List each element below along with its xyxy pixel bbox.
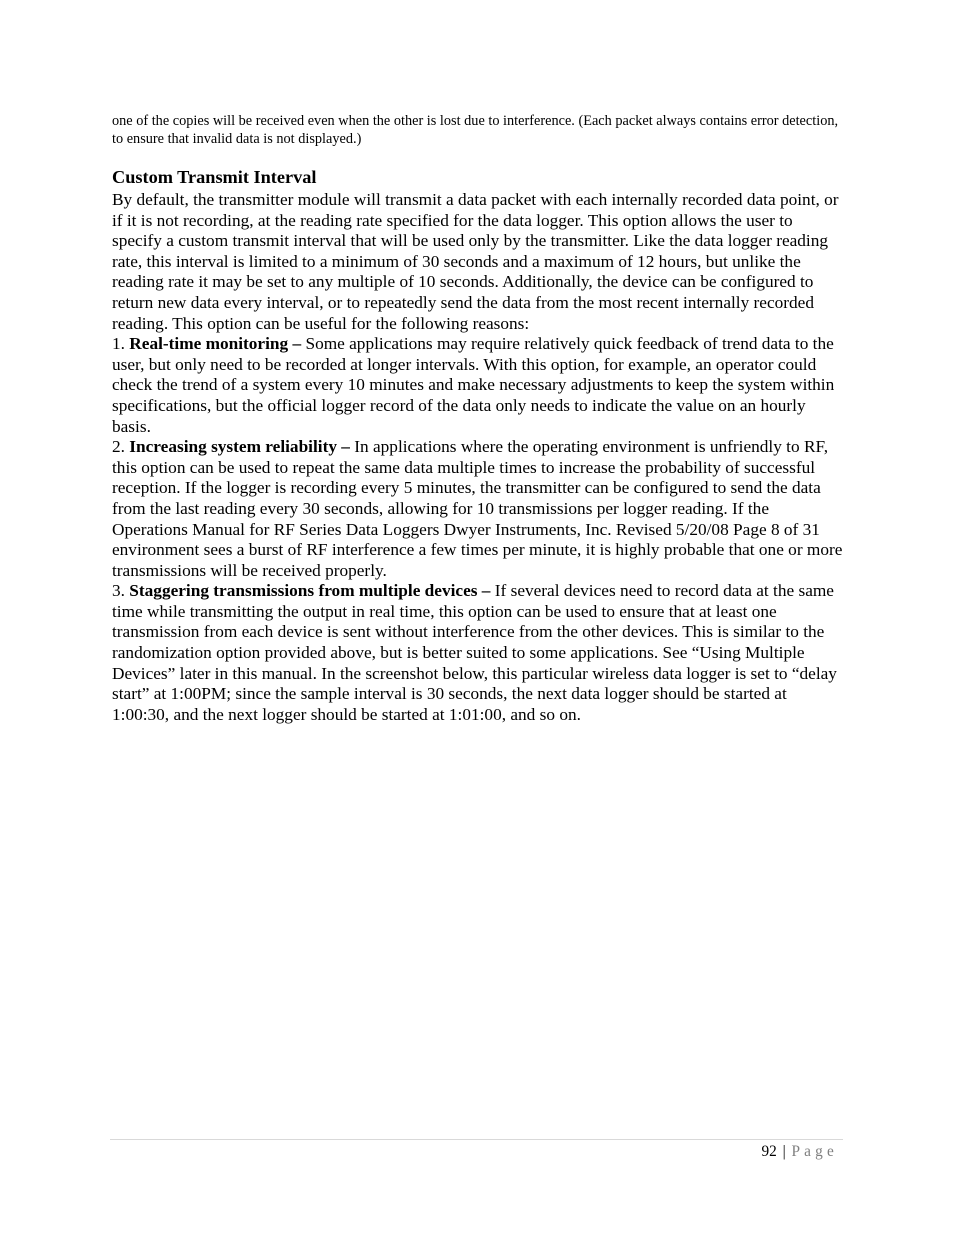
footer-separator: | xyxy=(782,1143,786,1160)
list-item-text: In applications where the operating environment is unfriendly to RF, this option can be used to repeat the same data multiple times to increase the probability of successful reception. If the logger is recording every 5 minutes, the transmitter can be configured to send the data from the last reading every 30 seconds, allowing for 10 transmissions per logger reading. If the Operations Manual for RF Series Data Loggers Dwyer Instruments, Inc. Revised 5/20/08 Page 8 of 31 environment sees a burst of RF interference a few times per minute, it is highly probable that one or more transmissions will be received properly. xyxy=(112,437,843,580)
list-item-text: Some applications may require relatively quick feedback of trend data to the user, but only need to be recorded at longer intervals. With this option, for example, an operator could check the trend of a system every 10 minutes and make necessary adjustments to keep the system within specifications, but the official logger record of the data only needs to indicate the value on an hourly basis. xyxy=(112,334,835,436)
list-item-system-reliability xyxy=(112,437,843,581)
list-item-number: 1. xyxy=(112,334,125,354)
list-item-real-time-monitoring xyxy=(112,334,843,437)
page-number: 92 xyxy=(761,1143,777,1160)
list-item-staggering-transmissions xyxy=(112,581,843,725)
section-heading: Custom Transmit Interval xyxy=(112,167,317,187)
footer-divider xyxy=(110,1139,843,1140)
list-item-title: Increasing system reliability – xyxy=(129,437,350,457)
list-item-number: 3. xyxy=(112,581,125,601)
page-label: Page xyxy=(791,1143,838,1160)
list-item-number: 2. xyxy=(112,437,125,457)
list-item-title: Staggering transmissions from multiple devices – xyxy=(129,581,491,601)
intro-paragraph: By default, the transmitter module will transmit a data packet with each internally recorded data point, or if it is not recording, at the reading rate specified for the data logger. This option allows the user to specify a custom transmit interval that will be used only by the transmitter. Like the data logger reading rate, this interval is limited to a minimum of 30 seconds and a maximum of 12 hours, but unlike the reading rate it may be set to any multiple of 10 seconds. Additionally, the device can be configured to return new data every interval, or to repeatedly send the data from the most recent internally recorded reading. This option can be useful for the following reasons: xyxy=(112,190,839,333)
page-footer xyxy=(761,1142,838,1162)
list-item-title: Real-time monitoring – xyxy=(129,334,302,354)
document-body xyxy=(112,112,843,725)
continued-paragraph: one of the copies will be received even when the other is lost due to interference. (Each packet always contains error detection, to ensure that invalid data is not displayed.) xyxy=(112,113,839,147)
list-item-text: If several devices need to record data at the same time while transmitting the output in real time, this option can be used to ensure that at least one transmission from each device is sent without interference from the other devices. This is similar to the randomization option provided above, but is better suited to some applications. See “Using Multiple Devices” later in this manual. In the screenshot below, this particular wireless data logger is set to “delay start” at 1:00PM; since the sample interval is 30 seconds, the next data logger should be started at 1:00:30, and the next logger should be started at 1:01:00, and so on. xyxy=(112,581,837,724)
